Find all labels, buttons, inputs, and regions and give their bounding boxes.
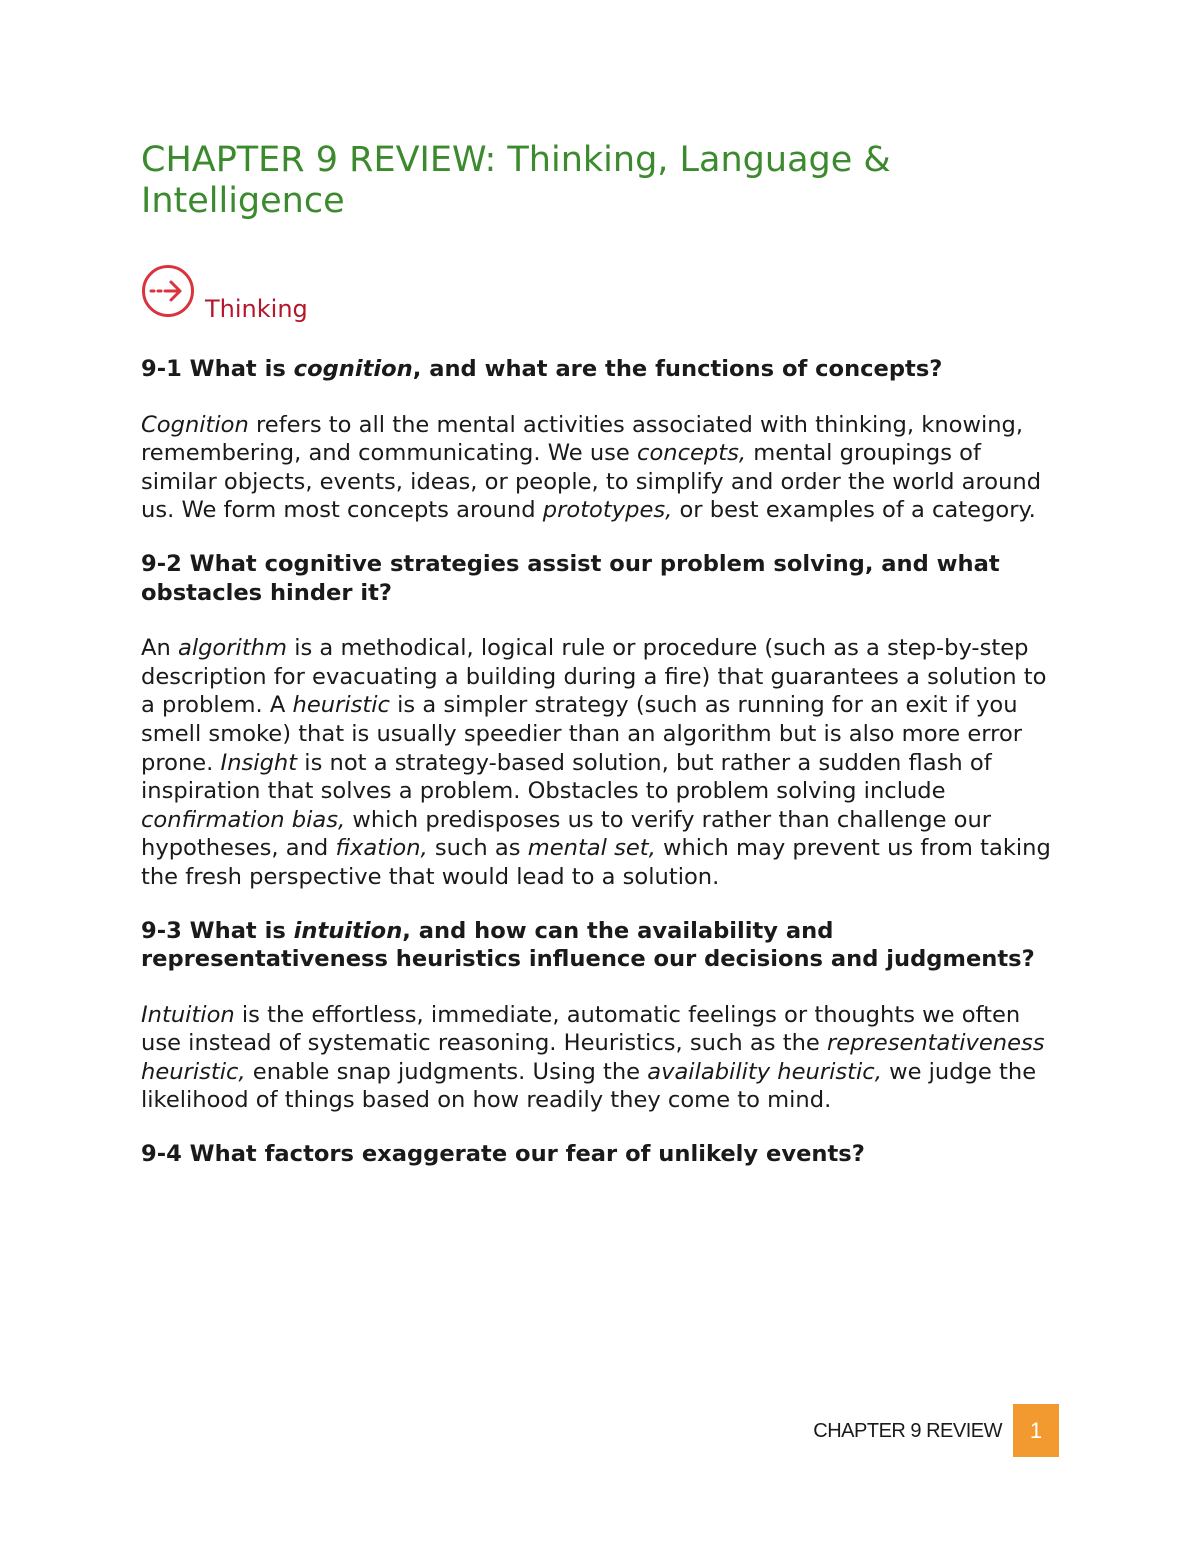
footer-label: CHAPTER 9 REVIEW	[813, 1420, 1002, 1442]
question-text: 9-3 What is	[141, 917, 294, 944]
answer-9-1	[141, 411, 1061, 525]
answer-text: enable snap judgments. Using the	[245, 1058, 648, 1085]
section-heading	[141, 264, 541, 324]
page-footer	[780, 1404, 1060, 1458]
chapter-title: CHAPTER 9 REVIEW: Thinking, Language & Intelligence	[141, 140, 891, 221]
question-text: 9-2 What cognitive strategies assist our problem solving, and what obstacles hinder it?	[141, 550, 1000, 606]
key-term: Intuition	[141, 1001, 235, 1028]
question-term: intuition	[293, 917, 403, 944]
key-term: concepts,	[637, 440, 747, 467]
question-text: 9-1 What is	[141, 356, 294, 382]
key-term: availability heuristic,	[647, 1058, 882, 1085]
question-9-3	[141, 917, 1061, 974]
question-text: , and what are the functions of concepts?	[412, 356, 943, 382]
review-content	[141, 355, 1061, 1196]
answer-text: is not a strategy-based solution, but rather a sudden flash of inspiration that solves a problem. Obstacles to problem solving include	[141, 749, 992, 805]
question-9-2	[141, 550, 1061, 607]
answer-text: which predisposes us to verify rather than challenge our hypotheses, and	[141, 806, 992, 862]
question-term: cognition	[293, 356, 413, 382]
answer-text: is a methodical, logical rule or procedure (such as a step-by-step description for evacuating a building during a fire) that guarantees a solution to a problem. A	[141, 635, 1047, 719]
answer-text: which may prevent us from taking the fresh perspective that would lead to a solution.	[141, 835, 1051, 890]
key-term: Cognition	[141, 411, 249, 438]
answer-text: is a simpler strategy (such as running for an exit if you smell smoke) that is usually speedier than an algorithm but is also more error prone.	[141, 692, 1023, 776]
question-text: , and how can the availability and representativeness heuristics influence our decisions and judgments?	[141, 917, 1035, 973]
key-term: mental set,	[527, 835, 656, 862]
answer-9-3	[141, 1001, 1061, 1115]
question-9-4	[141, 1140, 1061, 1169]
question-9-1	[141, 355, 1061, 384]
section-label: Thinking	[205, 295, 308, 323]
key-term: representativeness heuristic,	[141, 1030, 1045, 1085]
key-term: fixation,	[335, 835, 428, 862]
answer-text: mental groupings of similar objects, events, ideas, or people, to simplify and order the world around us. We form most concepts around	[141, 440, 1042, 524]
key-term: algorithm	[177, 635, 288, 662]
question-text: 9-4 What factors exaggerate our fear of unlikely events?	[141, 1141, 865, 1168]
key-term: prototypes,	[542, 497, 673, 524]
key-term: Insight	[220, 749, 298, 776]
arrow-circle-icon	[141, 264, 195, 318]
answer-text: An	[141, 635, 178, 662]
answer-text: refers to all the mental activities associated with thinking, knowing, remembering, and communicating. We use	[141, 411, 1024, 467]
answer-text: we judge the likelihood of things based on how readily they come to mind.	[141, 1058, 1037, 1114]
answer-text: is the effortless, immediate, automatic feelings or thoughts we often use instead of systematic reasoning. Heuristics, such as the	[141, 1001, 1021, 1057]
answer-text: or best examples of a category.	[672, 497, 1036, 524]
answer-9-2	[141, 634, 1061, 891]
answer-text: such as	[427, 835, 528, 862]
page-number-badge: 1	[1013, 1404, 1059, 1457]
key-term: confirmation bias,	[141, 806, 346, 833]
key-term: heuristic	[292, 692, 390, 719]
